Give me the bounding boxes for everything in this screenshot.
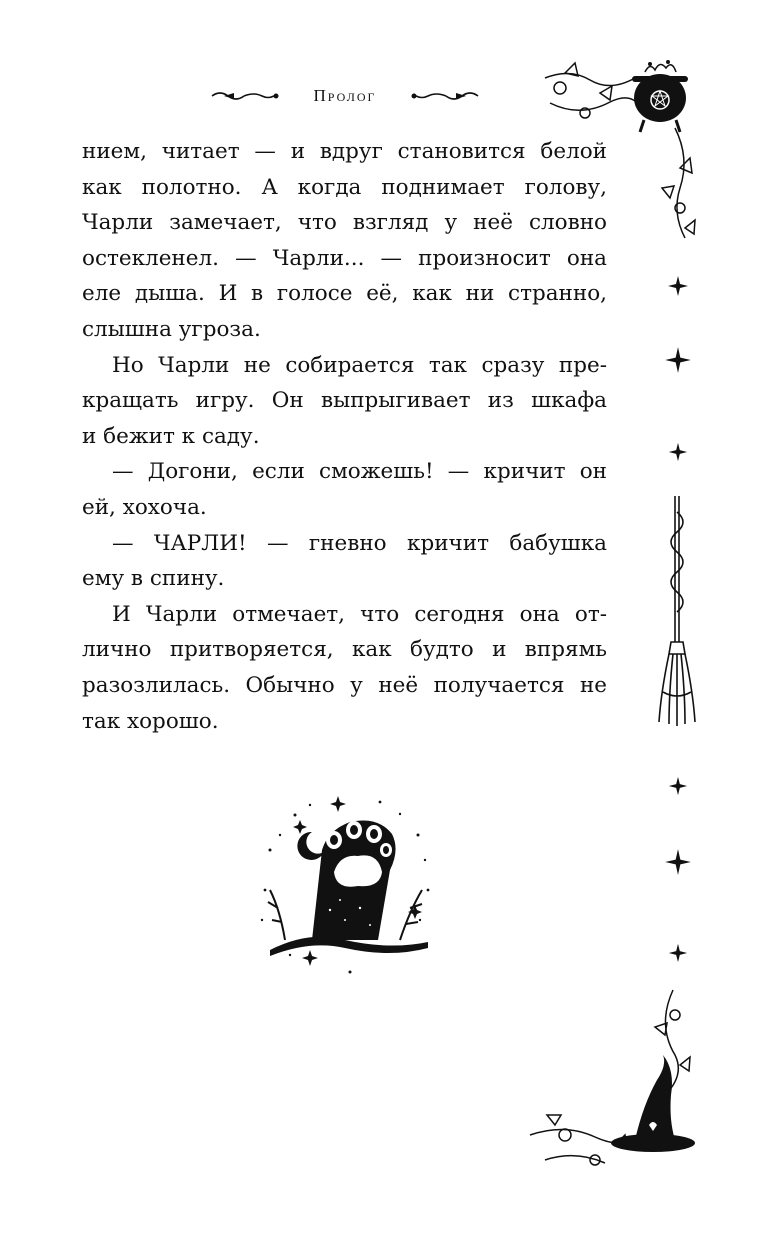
- text-line: еле дыша. И в голосе её, как ни странно,: [82, 281, 607, 307]
- text-line: лично притворяется, как будто и впрямь: [82, 637, 607, 663]
- text-line: остекленел. — Чарли... — произносит она: [82, 245, 607, 271]
- paragraph: [82, 134, 607, 348]
- text-line: как полотно. А когда поднимает голову,: [82, 174, 607, 200]
- right-flourish-icon: [408, 88, 480, 104]
- sparkle-star-icon: [666, 274, 690, 298]
- text-line: ему в спину.: [82, 566, 225, 592]
- sparkle-star-icon: [667, 441, 689, 463]
- text-line: нием, читает — и вдруг становится белой: [82, 139, 607, 164]
- chapter-title: Пролог: [313, 86, 377, 105]
- sparkle-star-icon: [667, 942, 689, 964]
- paragraph: [82, 597, 607, 739]
- paragraph: [82, 526, 607, 597]
- text-line: — ЧАРЛИ! — гневно кричит бабушка: [112, 530, 607, 556]
- sparkle-star-icon: [664, 346, 692, 374]
- running-header: [210, 82, 480, 112]
- text-line: и бежит к саду.: [82, 423, 260, 449]
- text-line: — Догони, если сможешь! — кричит он: [112, 459, 607, 485]
- paragraph: [82, 348, 607, 455]
- text-line: слышна угроза.: [82, 316, 261, 342]
- text-line: так хорошо.: [82, 708, 219, 734]
- cat-paw-icon: [250, 790, 440, 980]
- text-line: Но Чарли не собирается так сразу пре-: [112, 352, 607, 378]
- text-line: кращать игру. Он выпрыгивает из шкафа: [82, 388, 607, 414]
- broom-icon: [655, 492, 699, 732]
- text-line: ей, хохоча.: [82, 494, 207, 520]
- text-line: Чарли замечает, что взгляд у неё словно: [82, 210, 607, 236]
- sparkle-star-icon: [667, 775, 689, 797]
- witch-hat-vine-icon: [525, 985, 700, 1175]
- page-body: [82, 134, 607, 739]
- text-line: разозлилась. Обычно у неё получается не: [82, 672, 607, 698]
- cauldron-vine-icon: [540, 58, 705, 248]
- sparkle-star-icon: [664, 848, 692, 876]
- text-line: И Чарли отмечает, что сегодня она от-: [112, 601, 607, 627]
- paragraph: [82, 454, 607, 525]
